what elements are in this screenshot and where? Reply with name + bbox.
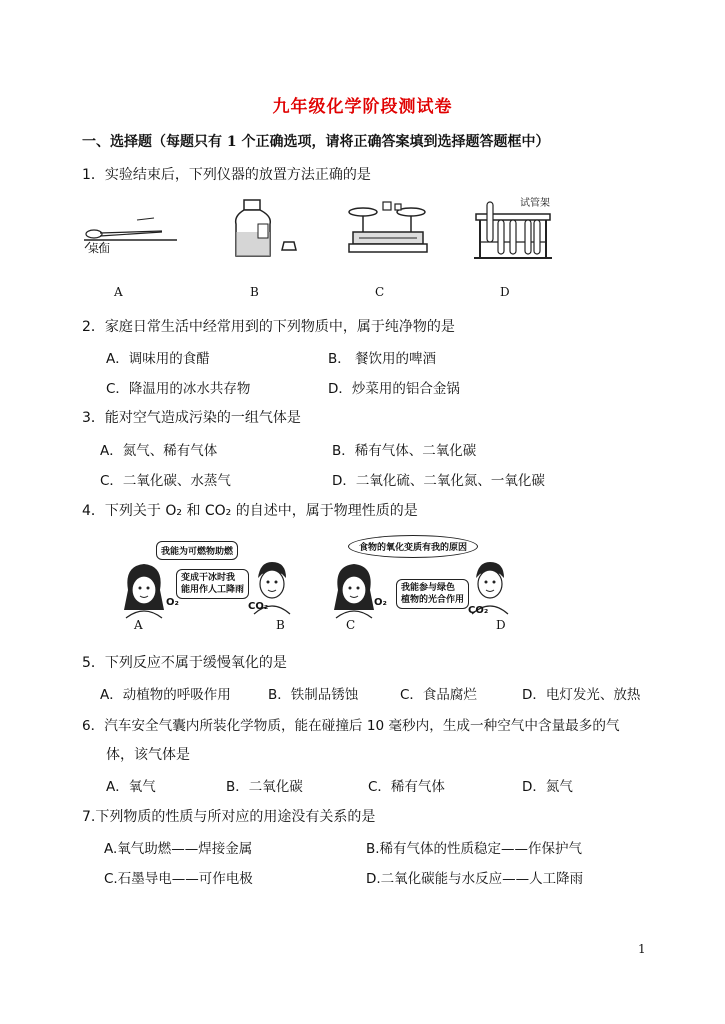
q5-option-d: D．电灯发光、放热 bbox=[522, 687, 641, 703]
q2-option-d: D．炒菜用的铝合金锅 bbox=[328, 381, 460, 397]
q4-bubble-d-line2: 植物的光合作用 bbox=[401, 595, 465, 605]
q1-rack-label: 试管架 bbox=[520, 198, 550, 209]
question-1-stem: 1．实验结束后，下列仪器的放置方法正确的是 bbox=[82, 167, 371, 183]
q6-option-d: D．氮气 bbox=[522, 779, 573, 795]
q4-bubble-a: 我能为可燃物助燃 bbox=[156, 541, 238, 560]
question-2-stem: 2．家庭日常生活中经常用到的下列物质中，属于纯净物的是 bbox=[82, 319, 455, 335]
q3-option-b: B．稀有气体、二氧化碳 bbox=[332, 443, 477, 459]
q4-label-a: A bbox=[134, 618, 143, 632]
q3-option-a: A．氮气、稀有气体 bbox=[100, 443, 218, 459]
q3-option-c: C．二氧化碳、水蒸气 bbox=[100, 473, 231, 489]
q1-figure-c-balance bbox=[345, 198, 435, 264]
q2-option-a: A．调味用的食醋 bbox=[106, 351, 210, 367]
question-3-stem: 3．能对空气造成污染的一组气体是 bbox=[82, 410, 301, 426]
q4-label-c: C bbox=[346, 618, 356, 632]
q2-option-b: B． 餐饮用的啤酒 bbox=[328, 351, 437, 367]
q1-table-label: 桌面 bbox=[88, 242, 110, 255]
q6-option-b: B．二氧化碳 bbox=[226, 779, 303, 795]
q4-bubble-b bbox=[176, 569, 249, 599]
page-number: 1 bbox=[638, 942, 646, 956]
section-heading: 一、选择题（每题只有 1 个正确选项，请将正确答案填到选择题答题框中） bbox=[82, 134, 550, 150]
q5-option-c: C．食品腐烂 bbox=[400, 687, 477, 703]
q4-figure-girl-right bbox=[330, 560, 380, 620]
q5-option-a: A．动植物的呼吸作用 bbox=[100, 687, 231, 703]
question-6-stem-line2: 体，该气体是 bbox=[106, 747, 190, 763]
q1-label-c: C bbox=[375, 285, 385, 299]
q4-bubble-c: 食物的氧化变质有我的原因 bbox=[348, 535, 478, 558]
question-7-stem: 7.下列物质的性质与所对应的用途没有关系的是 bbox=[82, 809, 376, 825]
q4-bubble-d-line1: 我能参与绿色 bbox=[401, 583, 456, 593]
q1-label-a: A bbox=[114, 285, 123, 299]
q2-option-c: C．降温用的冰水共存物 bbox=[106, 381, 251, 397]
q1-label-d: D bbox=[500, 285, 510, 299]
q4-bubble-b-line2: 能用作人工降雨 bbox=[181, 585, 245, 595]
q5-option-b: B．铁制品锈蚀 bbox=[268, 687, 359, 703]
q1-figure-b-bottle bbox=[230, 198, 310, 264]
q7-option-c: C.石墨导电——可作电极 bbox=[104, 871, 253, 887]
q7-option-d: D.二氧化碳能与水反应——人工降雨 bbox=[366, 871, 584, 887]
question-4-stem: 4．下列关于 O₂ 和 CO₂ 的自述中，属于物理性质的是 bbox=[82, 503, 418, 519]
question-5-stem: 5．下列反应不属于缓慢氧化的是 bbox=[82, 655, 287, 671]
q7-option-a: A.氧气助燃——焊接金属 bbox=[104, 841, 253, 857]
question-6-stem-line1: 6．汽车安全气囊内所装化学物质，能在碰撞后 10 毫秒内，生成一种空气中含量最多的气 bbox=[82, 718, 620, 734]
q3-option-d: D．二氧化硫、二氧化氮、一氧化碳 bbox=[332, 473, 545, 489]
q6-option-a: A．氧气 bbox=[106, 779, 156, 795]
q4-label-b: B bbox=[276, 618, 285, 632]
q1-label-b: B bbox=[250, 285, 259, 299]
q7-option-b: B.稀有气体的性质稳定——作保护气 bbox=[366, 841, 583, 857]
q4-bubble-b-line1: 变成干冰时我 bbox=[181, 573, 236, 583]
q4-figure-girl-left bbox=[120, 560, 170, 620]
q4-formula-d: CO₂ bbox=[468, 605, 489, 616]
page-title: 九年级化学阶段测试卷 bbox=[272, 97, 453, 117]
q4-formula-b: CO₂ bbox=[248, 601, 269, 612]
q4-label-d: D bbox=[496, 618, 506, 632]
q4-formula-c: O₂ bbox=[374, 597, 387, 608]
q6-option-c: C．稀有气体 bbox=[368, 779, 445, 795]
q4-formula-a: O₂ bbox=[166, 597, 179, 608]
q4-bubble-d bbox=[396, 579, 469, 609]
